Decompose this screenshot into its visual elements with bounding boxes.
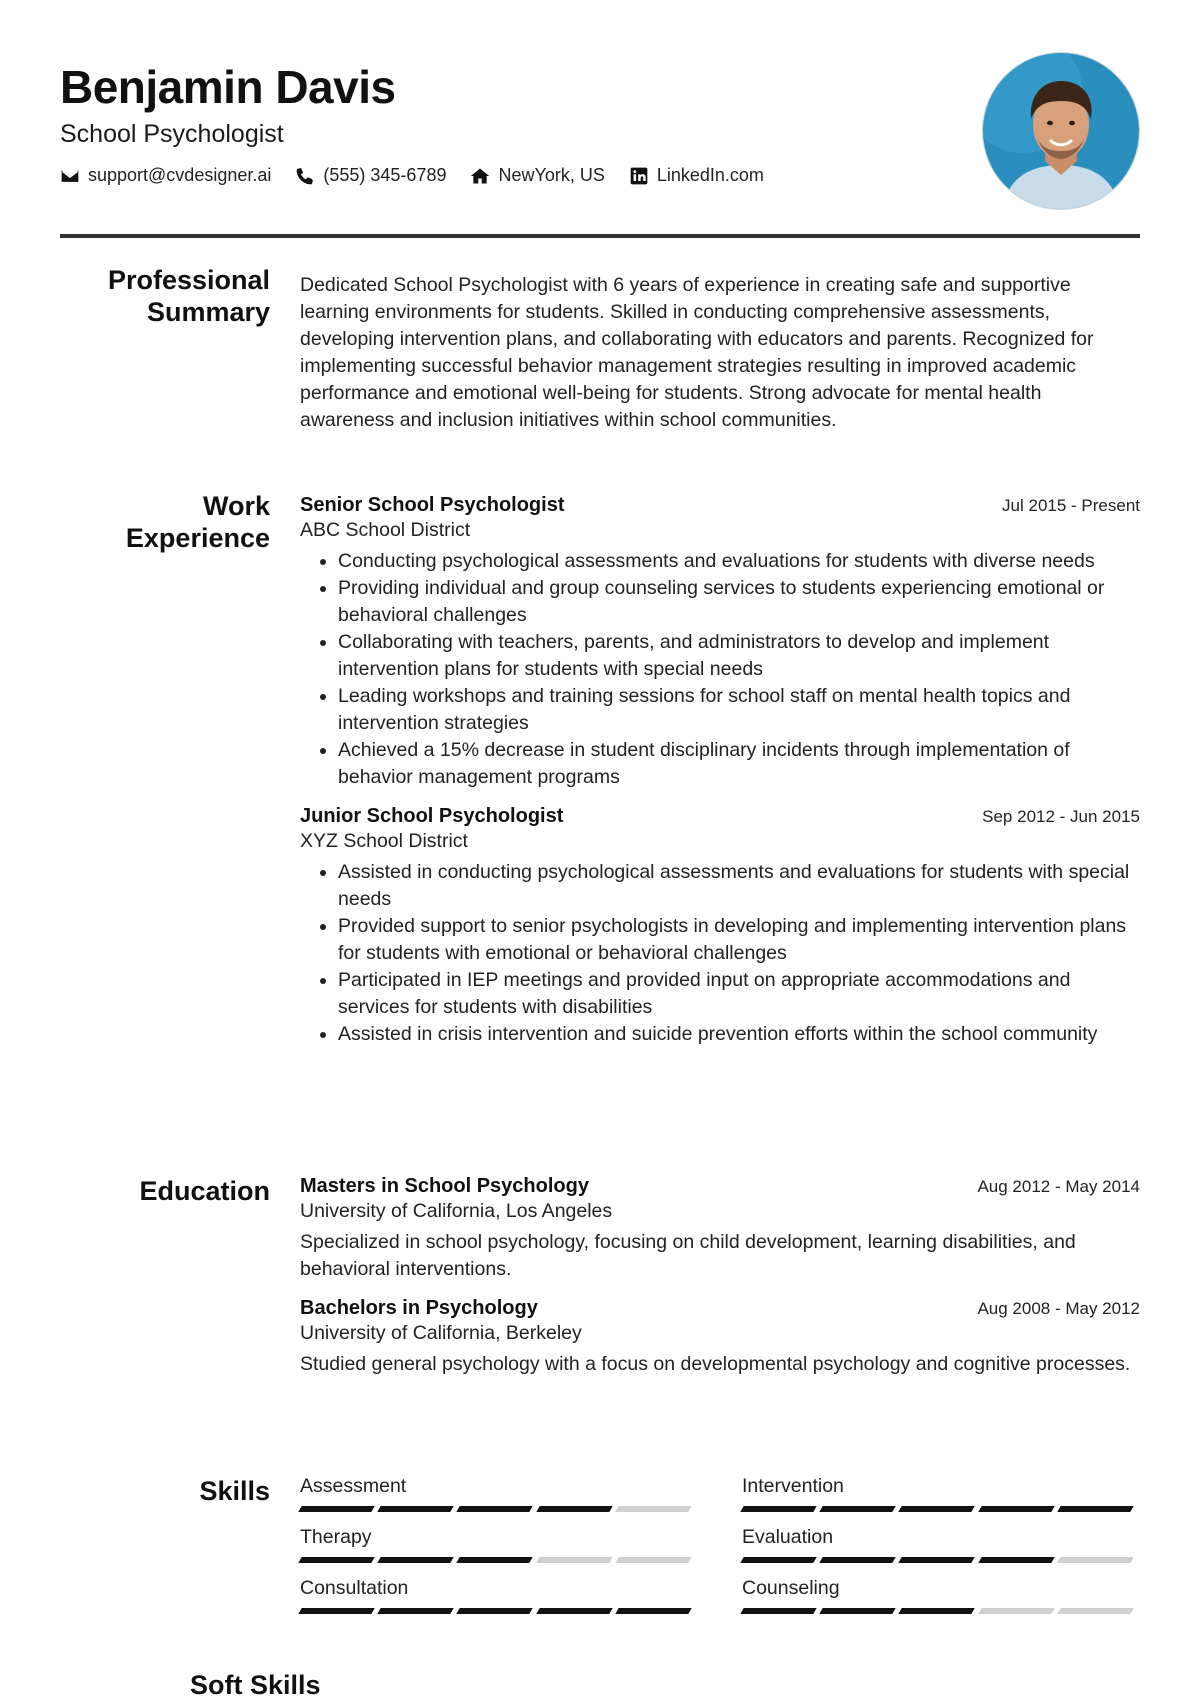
education-heading: Education: [139, 1176, 270, 1206]
skill-level-segment: [899, 1506, 976, 1512]
job-date: Sep 2012 - Jun 2015: [982, 807, 1140, 826]
experience-heading-line1: Work: [202, 491, 270, 521]
skill-name: Assessment: [300, 1475, 407, 1497]
summary-heading: [60, 264, 270, 328]
linkedin-text: LinkedIn.com: [656, 165, 764, 185]
education-desc: Studied general psychology with a focus on developmental psychology and cognitive processes.: [300, 1353, 1131, 1375]
education-header: [300, 1297, 1140, 1320]
job-role: Senior School Psychologist: [300, 494, 565, 516]
skill-level-bar: [300, 1557, 696, 1563]
skill-level-segment: [615, 1557, 692, 1563]
job-date: Jul 2015 - Present: [1002, 496, 1140, 515]
skill-level-segment: [536, 1557, 613, 1563]
skill-level-segment: [615, 1506, 692, 1512]
skill-level-segment: [377, 1608, 454, 1614]
education-entry: [300, 1175, 1140, 1283]
job-header: [300, 494, 1140, 517]
summary-body: [300, 272, 1140, 434]
skill-item: [742, 1526, 1138, 1563]
skill-level-segment: [1057, 1608, 1134, 1614]
list-item: • Assisted in conducting psychological assessments and evaluations for students with special needs: [338, 859, 1140, 913]
skill-level-segment: [978, 1557, 1055, 1563]
phone-text: (555) 345-6789: [323, 165, 447, 185]
experience-body: [300, 494, 1140, 1048]
skill-level-segment: [298, 1506, 375, 1512]
skill-name: Evaluation: [742, 1526, 834, 1548]
education-desc: Specialized in school psychology, focusing on child development, learning disabilities, and behavioral interventions.: [300, 1231, 1076, 1280]
envelope-icon: [60, 166, 80, 186]
skill-level-segment: [298, 1608, 375, 1614]
skills-grid: [300, 1475, 1140, 1614]
skill-level-segment: [740, 1608, 817, 1614]
home-icon: [470, 166, 490, 186]
job-header: [300, 805, 1140, 828]
candidate-title: School Psychologist: [60, 120, 284, 148]
job-bullets: [300, 859, 1140, 1048]
skill-level-segment: [377, 1506, 454, 1512]
skill-level-segment: [536, 1506, 613, 1512]
skill-item: [300, 1526, 696, 1563]
skill-level-segment: [978, 1506, 1055, 1512]
skill-item: [742, 1577, 1138, 1614]
skill-level-segment: [819, 1557, 896, 1563]
skill-name: Therapy: [300, 1526, 372, 1548]
skill-level-segment: [1057, 1506, 1134, 1512]
summary-heading-line2: Summary: [146, 297, 270, 327]
candidate-name: Benjamin Davis: [60, 61, 396, 113]
skill-level-segment: [457, 1506, 534, 1512]
skill-level-segment: [536, 1608, 613, 1614]
job-entry: [300, 805, 1140, 1048]
header-divider: [60, 234, 1140, 238]
list-item: • Conducting psychological assessments and evaluations for students with diverse needs: [338, 548, 1140, 575]
skill-level-segment: [457, 1608, 534, 1614]
degree: Bachelors in Psychology: [300, 1297, 538, 1319]
skill-name: Counseling: [742, 1577, 840, 1599]
degree: Masters in School Psychology: [300, 1175, 589, 1197]
linkedin-icon: [629, 166, 649, 186]
skill-level-bar: [742, 1506, 1138, 1512]
job-bullets: [300, 548, 1140, 791]
skill-level-segment: [615, 1608, 692, 1614]
skill-level-segment: [899, 1608, 976, 1614]
skill-level-segment: [298, 1557, 375, 1563]
skills-body: [300, 1475, 1140, 1614]
skill-level-bar: [300, 1608, 696, 1614]
skill-level-segment: [457, 1557, 534, 1563]
contact-row: [60, 165, 788, 186]
experience-heading: [60, 490, 270, 554]
job-org: ABC School District: [300, 519, 471, 541]
resume-page: [60, 0, 1140, 1700]
list-item: • Providing individual and group counseling services to students experiencing emotional or behavioral challenges: [338, 575, 1140, 629]
education-header: [300, 1175, 1140, 1198]
soft-skills-heading: Soft Skills: [190, 1670, 321, 1700]
email-text: support@cvdesigner.ai: [88, 165, 272, 185]
contact-location: [470, 165, 604, 186]
skill-level-segment: [740, 1506, 817, 1512]
school: University of California, Berkeley: [300, 1322, 582, 1344]
experience-heading-line2: Experience: [125, 523, 270, 553]
skill-item: [300, 1577, 696, 1614]
list-item: • Provided support to senior psychologists in developing and implementing intervention plans for students with emotional or behavioral challenges: [338, 913, 1140, 967]
skill-level-bar: [300, 1506, 696, 1512]
contact-phone[interactable]: [295, 165, 446, 186]
skill-item: [300, 1475, 696, 1512]
job-entry: [300, 494, 1140, 791]
profile-photo: [983, 53, 1139, 209]
skill-level-bar: [742, 1557, 1138, 1563]
skills-heading: Skills: [199, 1476, 270, 1506]
avatar: [982, 52, 1140, 210]
job-org: XYZ School District: [300, 830, 468, 852]
skill-level-segment: [819, 1608, 896, 1614]
education-entry: [300, 1297, 1140, 1378]
skill-level-segment: [1057, 1557, 1134, 1563]
school: University of California, Los Angeles: [300, 1200, 613, 1222]
list-item: • Leading workshops and training sessions for school staff on mental health topics and intervention strategies: [338, 683, 1140, 737]
education-date: Aug 2008 - May 2012: [977, 1299, 1140, 1318]
skill-name: Consultation: [300, 1577, 409, 1599]
list-item: • Assisted in crisis intervention and suicide prevention efforts within the school community: [338, 1021, 1140, 1048]
summary-heading-line1: Professional: [107, 265, 270, 295]
job-role: Junior School Psychologist: [300, 805, 564, 827]
location-text: NewYork, US: [498, 165, 605, 185]
skill-level-segment: [740, 1557, 817, 1563]
education-date: Aug 2012 - May 2014: [977, 1177, 1140, 1196]
phone-icon: [295, 166, 315, 186]
summary-text: Dedicated School Psychologist with 6 years of experience in creating safe and supportive learning environments for students. Skilled in conducting comprehensive assessments, developing intervention plans, and collaborating with educators and parents. Recognized for implementing successful behavior management strategies resulting in improved academic performance and emotional well-being for students. Strong advocate for mental health awareness and inclusion initiatives within school communities.: [300, 274, 1094, 431]
skill-level-segment: [978, 1608, 1055, 1614]
skill-level-segment: [377, 1557, 454, 1563]
skill-name: Intervention: [742, 1475, 844, 1497]
education-body: [300, 1175, 1140, 1378]
skill-level-bar: [742, 1608, 1138, 1614]
skill-level-segment: [899, 1557, 976, 1563]
skill-level-segment: [819, 1506, 896, 1512]
skill-item: [742, 1475, 1138, 1512]
contact-linkedin[interactable]: [629, 165, 764, 186]
list-item: • Collaborating with teachers, parents, and administrators to develop and implement intervention plans for students with special needs: [338, 629, 1140, 683]
list-item: • Participated in IEP meetings and provided input on appropriate accommodations and services for students with disabilities: [338, 967, 1140, 1021]
resume-header: [60, 52, 1140, 237]
contact-email[interactable]: [60, 165, 271, 186]
list-item: • Achieved a 15% decrease in student disciplinary incidents through implementation of behavior management programs: [338, 737, 1140, 791]
